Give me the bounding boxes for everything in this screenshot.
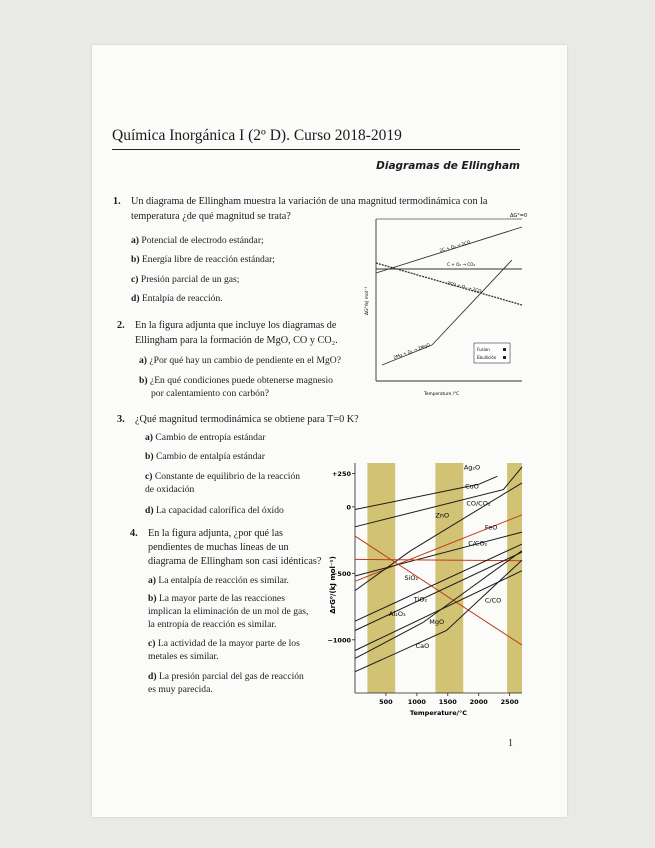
option-text: por calentamiento con carbón?: [151, 388, 270, 399]
option-key: a): [131, 235, 139, 246]
x-tick-label: 1500: [438, 698, 457, 706]
question-text-line: Ellingham para la formación de MgO, CO y CO₂.: [135, 335, 338, 346]
option-key: a): [148, 575, 156, 586]
option-key: c): [148, 638, 156, 649]
option-text: La actividad de la mayor parte de los: [157, 638, 300, 649]
option-key: d): [148, 671, 157, 682]
q3-option-d: [145, 504, 284, 517]
option-key: d): [145, 505, 154, 516]
option-text: la entropía de reacción es similar.: [148, 619, 277, 630]
small-chart-xlabel: Temperature /°C: [424, 392, 460, 397]
small-ellingham-chart: [362, 205, 532, 410]
question-2: [117, 318, 355, 348]
series-label: Al₂O₃: [389, 609, 406, 618]
option-text: Potencial de electrodo estándar;: [141, 235, 264, 246]
series-label: TiO₂: [413, 595, 428, 604]
question-text-line: pendientes de muchas líneas de un: [148, 542, 289, 553]
q3-option-c: [145, 470, 300, 496]
question-text-line: Un diagrama de Ellingham muestra la variación de una magnitud termodinámica con la: [131, 196, 488, 207]
option-key: b): [145, 451, 154, 462]
option-key: b): [139, 375, 148, 386]
small-chart-label: 2CO + O₂ → 2CO₂: [446, 280, 484, 294]
x-tick-label: 2500: [500, 698, 519, 706]
option-text: implican la eliminación de un mol de gas,: [148, 606, 309, 617]
x-tick-label: 500: [379, 698, 393, 706]
page-number: 1: [508, 738, 513, 749]
question-text-line: temperatura ¿de qué magnitud se trata?: [131, 211, 291, 222]
series-label: CO/CO₂: [466, 499, 491, 508]
option-text: Cambio de entropía estándar: [155, 432, 266, 443]
q4-option-d: [148, 670, 304, 696]
series-label: C/CO₂: [468, 539, 488, 548]
small-chart-top-label: ΔG°=0: [510, 213, 528, 219]
option-text: Entalpía de reacción.: [141, 293, 223, 304]
page-subtitle: Diagramas de Ellingham: [376, 160, 520, 172]
question-4: [130, 527, 328, 569]
q1-option-b: [131, 253, 275, 266]
question-text-line: En la figura adjunta, ¿por qué las: [148, 528, 283, 539]
option-text: metales es similar.: [148, 651, 219, 662]
option-text: ¿Por qué hay un cambio de pendiente en el MgO?: [149, 355, 341, 366]
x-tick-label: 1000: [407, 698, 426, 706]
option-text: La capacidad calorífica del óxido: [155, 505, 284, 516]
q2-option-a: [139, 354, 341, 367]
small-chart-line-mgo-2: [432, 260, 512, 345]
option-text: es muy parecida.: [148, 684, 213, 695]
option-key: a): [139, 355, 147, 366]
series-label: MgO: [429, 617, 445, 626]
y-tick-label: +250: [331, 470, 351, 479]
small-chart-label: 2Mg + O₂ → 2MgO: [392, 342, 431, 360]
question-number: 3.: [117, 414, 125, 425]
legend-marker: [503, 356, 506, 359]
series-label: FeO: [484, 523, 498, 532]
q1-option-c: [131, 273, 239, 286]
option-text: Presión parcial de un gas;: [140, 274, 240, 285]
series-label: Ag₂O: [463, 463, 481, 472]
option-key: c): [131, 274, 139, 285]
small-chart-legend-item: Fusion: [477, 347, 490, 352]
question-text-line: ¿Qué magnitud termodinámica se obtiene para T=0 K?: [135, 414, 359, 425]
small-chart-legend: [474, 343, 510, 363]
shaded-band: [507, 463, 522, 693]
small-chart-label: 2C + O₂ → 2CO: [438, 239, 471, 253]
q4-option-b: [148, 592, 308, 631]
option-text: Energía libre de reacción estándar;: [141, 254, 275, 265]
x-tick-label: 2000: [469, 698, 488, 706]
option-key: a): [145, 432, 153, 443]
option-text: ¿En qué condiciones puede obtenerse magnesio: [149, 375, 333, 386]
question-number: 4.: [130, 528, 138, 539]
small-chart-label: C + O₂ → CO₂: [447, 262, 476, 267]
question-text-line: En la figura adjunta que incluye los diagramas de: [135, 320, 337, 331]
option-key: d): [131, 293, 140, 304]
option-text: La mayor parte de las reacciones: [158, 593, 285, 604]
option-text: La presión parcial del gas de reacción: [158, 671, 304, 682]
title-rule: [112, 149, 520, 150]
series-label: ZnO: [435, 511, 450, 520]
legend-marker: [503, 348, 506, 351]
shaded-band: [367, 463, 395, 693]
y-tick-label: −500: [331, 569, 351, 578]
option-text: Cambio de entalpía estándar: [155, 451, 265, 462]
q3-option-b: [145, 450, 265, 463]
small-chart-legend-item: Ebullición: [477, 355, 497, 360]
q2-option-b: [139, 374, 333, 400]
x-axis-label: Temperature/°C: [409, 709, 468, 717]
option-text: La entalpía de reacción es similar.: [158, 575, 289, 586]
option-key: c): [145, 471, 153, 482]
q1-option-d: [131, 292, 223, 305]
series-label: SiO₂: [404, 573, 419, 582]
y-tick-label: 0: [346, 503, 351, 512]
ellingham-diagram: [325, 455, 530, 725]
q4-option-c: [148, 637, 300, 663]
option-text: Constante de equilibrio de la reacción: [154, 471, 301, 482]
series-label: C/CO: [484, 596, 502, 605]
y-axis-label: ΔrG⁰/(kJ mol⁻¹): [329, 556, 337, 614]
page-title: Química Inorgánica I (2º D). Curso 2018-2019: [112, 127, 402, 144]
question-text-line: diagrama de Ellingham son casi idénticas?: [148, 556, 322, 567]
series-label: CuO: [465, 482, 479, 491]
q3-option-a: [145, 431, 265, 444]
question-number: 1.: [113, 196, 121, 207]
option-text: de oxidación: [145, 484, 195, 495]
small-chart-ylabel: ΔG°/kJ mol⁻¹: [365, 286, 370, 315]
option-key: b): [148, 593, 157, 604]
question-number: 2.: [117, 320, 125, 331]
q4-option-a: [148, 574, 289, 587]
question-3: [117, 412, 395, 427]
option-key: b): [131, 254, 140, 265]
q1-option-a: [131, 234, 264, 247]
series-label: CaO: [415, 641, 430, 650]
y-tick-label: −1000: [327, 636, 351, 645]
